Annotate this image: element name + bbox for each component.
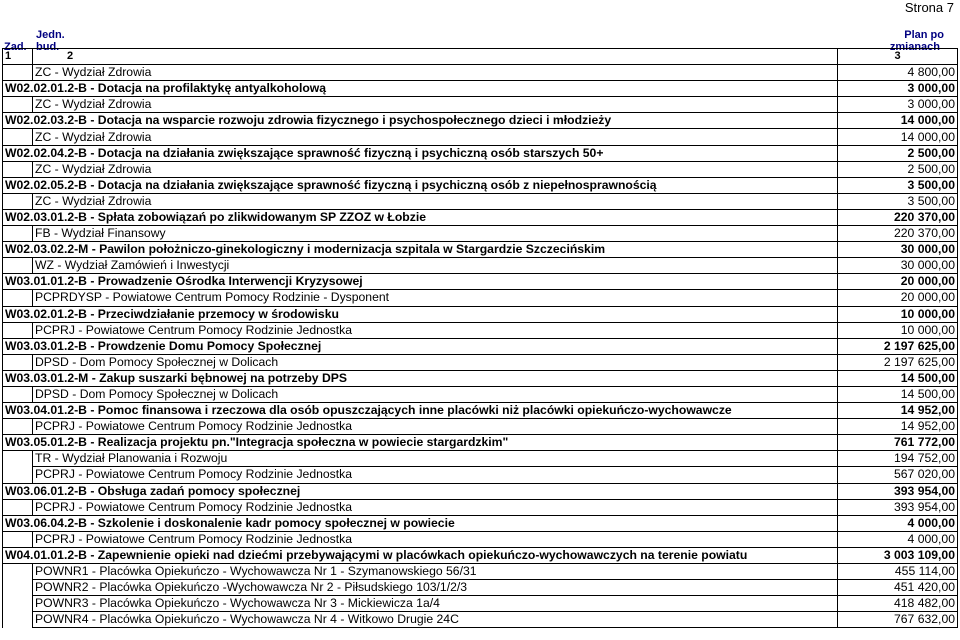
task-description: W03.03.01.2-M - Zakup suszarki bębnowej na potrzeby DPS <box>3 370 838 386</box>
plan-amount: 3 500,00 <box>838 193 958 209</box>
unit-row <box>3 161 958 177</box>
task-description: W03.06.01.2-B - Obsługa zadań pomocy społecznej <box>3 483 838 499</box>
plan-amount: 14 000,00 <box>838 129 958 145</box>
unit-indent-cell <box>3 386 33 402</box>
unit-description: PCPRJ - Powiatowe Centrum Pomocy Rodzinie Jednostka <box>33 419 838 435</box>
task-description: W02.03.01.2-B - Spłata zobowiązań po zlikwidowanym SP ZZOZ w Łobzie <box>3 209 838 225</box>
plan-amount: 14 000,00 <box>838 113 958 129</box>
unit-row <box>3 65 958 81</box>
plan-amount: 767 632,00 <box>838 612 958 628</box>
unit-row <box>3 129 958 145</box>
colnum-1: 1 <box>3 49 33 65</box>
task-row <box>3 370 958 386</box>
plan-amount: 3 003 109,00 <box>838 547 958 563</box>
plan-amount: 3 000,00 <box>838 81 958 97</box>
unit-row <box>3 419 958 435</box>
unit-indent-cell <box>3 451 33 467</box>
plan-amount: 30 000,00 <box>838 242 958 258</box>
unit-description: PCPRJ - Powiatowe Centrum Pomocy Rodzinie Jednostka <box>33 322 838 338</box>
plan-amount: 14 952,00 <box>838 403 958 419</box>
col-plan-header-line2: zmianach <box>889 41 940 53</box>
unit-description: ZC - Wydział Zdrowia <box>33 193 838 209</box>
budget-table <box>2 48 958 628</box>
plan-amount: 3 000,00 <box>838 97 958 113</box>
unit-row <box>3 193 958 209</box>
plan-amount: 393 954,00 <box>838 499 958 515</box>
unit-row <box>3 580 958 596</box>
col-jedn-header-line2: bud. <box>36 41 60 53</box>
task-description: W03.06.04.2-B - Szkolenie i doskonalenie kadr pomocy społecznej w powiecie <box>3 515 838 531</box>
colnum-2: 2 <box>33 49 838 65</box>
task-row <box>3 113 958 129</box>
plan-amount: 418 482,00 <box>838 596 958 612</box>
unit-indent-cell <box>3 226 33 242</box>
plan-amount: 393 954,00 <box>838 483 958 499</box>
unit-row <box>3 564 958 580</box>
plan-amount: 14 952,00 <box>838 419 958 435</box>
plan-amount: 2 500,00 <box>838 145 958 161</box>
unit-description: PCPRJ - Powiatowe Centrum Pomocy Rodzinie Jednostka <box>33 531 838 547</box>
unit-row <box>3 386 958 402</box>
task-row <box>3 274 958 290</box>
unit-indent-cell <box>3 354 33 370</box>
unit-indent-cell <box>3 290 33 306</box>
task-row <box>3 403 958 419</box>
plan-amount: 194 752,00 <box>838 451 958 467</box>
plan-amount: 2 197 625,00 <box>838 354 958 370</box>
unit-description: DPSD - Dom Pomocy Społecznej w Dolicach <box>33 354 838 370</box>
unit-row <box>3 322 958 338</box>
plan-amount: 10 000,00 <box>838 322 958 338</box>
unit-description: POWNR2 - Placówka Opiekuńczo -Wychowawcza Nr 2 - Piłsudskiego 103/1/2/3 <box>33 580 838 596</box>
unit-indent-cell <box>3 531 33 547</box>
plan-amount: 455 114,00 <box>838 564 958 580</box>
page-number: Strona 7 <box>904 0 954 15</box>
plan-amount: 4 000,00 <box>838 515 958 531</box>
unit-description: ZC - Wydział Zdrowia <box>33 65 838 81</box>
task-row <box>3 547 958 563</box>
task-row <box>3 515 958 531</box>
column-number-row <box>3 49 958 65</box>
unit-indent-cell <box>3 193 33 209</box>
unit-row <box>3 612 958 628</box>
unit-indent-cell <box>3 65 33 81</box>
col-plan-header-line1: Plan po <box>904 29 944 41</box>
plan-amount: 2 500,00 <box>838 161 958 177</box>
task-description: W02.02.01.2-B - Dotacja na profilaktykę antyalkoholową <box>3 81 838 97</box>
unit-description: ZC - Wydział Zdrowia <box>33 97 838 113</box>
plan-amount: 30 000,00 <box>838 258 958 274</box>
unit-indent-cell <box>3 467 33 483</box>
plan-amount: 4 800,00 <box>838 65 958 81</box>
task-row <box>3 209 958 225</box>
unit-row <box>3 354 958 370</box>
task-description: W02.02.03.2-B - Dotacja na wsparcie rozwoju zdrowia fizycznego i psychospołecznego dzieci i młodzieży <box>3 113 838 129</box>
plan-amount: 14 500,00 <box>838 386 958 402</box>
unit-row <box>3 97 958 113</box>
unit-description: WZ - Wydział Zamówień i Inwestycji <box>33 258 838 274</box>
plan-amount: 2 197 625,00 <box>838 338 958 354</box>
unit-row <box>3 258 958 274</box>
unit-indent-cell <box>3 322 33 338</box>
task-row <box>3 306 958 322</box>
unit-row <box>3 226 958 242</box>
unit-row <box>3 451 958 467</box>
unit-indent-cell <box>3 564 33 580</box>
task-row <box>3 81 958 97</box>
unit-indent-cell <box>3 97 33 113</box>
unit-description: ZC - Wydział Zdrowia <box>33 161 838 177</box>
plan-amount: 567 020,00 <box>838 467 958 483</box>
col-zad-header: Zad. <box>4 41 27 53</box>
task-row <box>3 145 958 161</box>
task-description: W03.05.01.2-B - Realizacja projektu pn."Integracja społeczna w powiecie stargardzkim" <box>3 435 838 451</box>
plan-amount: 20 000,00 <box>838 290 958 306</box>
unit-description: PCPRJ - Powiatowe Centrum Pomocy Rodzinie Jednostka <box>33 499 838 515</box>
unit-description: POWNR1 - Placówka Opiekuńczo - Wychowawcza Nr 1 - Szymanowskiego 56/31 <box>33 564 838 580</box>
task-description: W02.02.04.2-B - Dotacja na działania zwiększające sprawność fizyczną i psychiczną osób starszych 50+ <box>3 145 838 161</box>
unit-description: TR - Wydział Planowania i Rozwoju <box>33 451 838 467</box>
unit-indent-cell <box>3 596 33 612</box>
unit-indent-cell <box>3 161 33 177</box>
task-description: W03.04.01.2-B - Pomoc finansowa i rzeczowa dla osób opuszczających inne placówki niż placówki opiekuńczo-wychowawcze <box>3 403 838 419</box>
colnum-3: 3 <box>838 49 958 65</box>
unit-row <box>3 467 958 483</box>
plan-amount: 451 420,00 <box>838 580 958 596</box>
unit-indent-cell <box>3 129 33 145</box>
unit-indent-cell <box>3 419 33 435</box>
plan-amount: 220 370,00 <box>838 226 958 242</box>
plan-amount: 4 000,00 <box>838 531 958 547</box>
task-row <box>3 177 958 193</box>
plan-amount: 20 000,00 <box>838 274 958 290</box>
task-description: W04.01.01.2-B - Zapewnienie opieki nad dziećmi przebywającymi w placówkach opiekuńczo-wychowawczych na terenie powiatu <box>3 547 838 563</box>
task-row <box>3 242 958 258</box>
task-row <box>3 435 958 451</box>
unit-indent-cell <box>3 580 33 596</box>
task-description: W02.02.05.2-B - Dotacja na działania zwiększające sprawność fizyczną i psychiczną osób z niepełnosprawnością <box>3 177 838 193</box>
task-description: W03.02.01.2-B - Przeciwdziałanie przemocy w środowisku <box>3 306 838 322</box>
unit-description: DPSD - Dom Pomocy Społecznej w Dolicach <box>33 386 838 402</box>
unit-description: POWNR3 - Placówka Opiekuńczo - Wychowawcza Nr 3 - Mickiewicza 1a/4 <box>33 596 838 612</box>
unit-row <box>3 499 958 515</box>
unit-description: PCPRDYSP - Powiatowe Centrum Pomocy Rodzinie - Dysponent <box>33 290 838 306</box>
plan-amount: 14 500,00 <box>838 370 958 386</box>
unit-description: FB - Wydział Finansowy <box>33 226 838 242</box>
unit-indent-cell <box>3 612 33 628</box>
plan-amount: 10 000,00 <box>838 306 958 322</box>
unit-indent-cell <box>3 258 33 274</box>
task-row <box>3 338 958 354</box>
task-row <box>3 483 958 499</box>
unit-description: ZC - Wydział Zdrowia <box>33 129 838 145</box>
plan-amount: 761 772,00 <box>838 435 958 451</box>
col-jedn-header-line1: Jedn. <box>36 29 65 41</box>
unit-description: POWNR4 - Placówka Opiekuńczo - Wychowawcza Nr 4 - Witkowo Drugie 24C <box>33 612 838 628</box>
unit-row <box>3 531 958 547</box>
task-description: W02.03.02.2-M - Pawilon położniczo-ginekologiczny i modernizacja szpitala w Stargardzie Szczecińskim <box>3 242 838 258</box>
unit-indent-cell <box>3 499 33 515</box>
plan-amount: 3 500,00 <box>838 177 958 193</box>
task-description: W03.01.01.2-B - Prowadzenie Ośrodka Interwencji Kryzysowej <box>3 274 838 290</box>
unit-row <box>3 290 958 306</box>
unit-description: PCPRJ - Powiatowe Centrum Pomocy Rodzinie Jednostka <box>33 467 838 483</box>
plan-amount: 220 370,00 <box>838 209 958 225</box>
task-description: W03.03.01.2-B - Prowdzenie Domu Pomocy Społecznej <box>3 338 838 354</box>
unit-row <box>3 596 958 612</box>
